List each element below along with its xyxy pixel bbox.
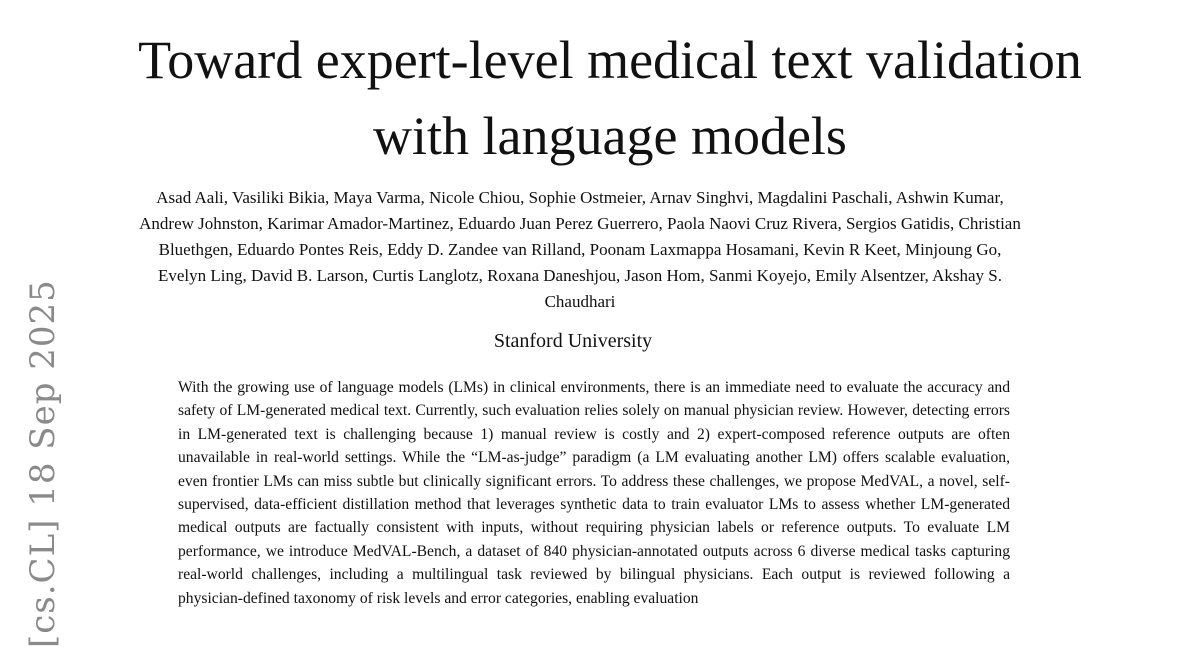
paper-title: Toward expert-level medical text validation with language models [138,30,1082,166]
arxiv-side-stamp: [cs.CL] 18 Sep 2025 [23,279,63,648]
abstract-text: With the growing use of language models (LMs) in clinical environments, there is an immediate need to evaluate the accuracy and safety of LM-generated medical text. Currently, such evaluation relies solely on manual physician review. However, detecting errors in LM-generated text is challenging because 1) manual review is costly and 2) expert-composed reference outputs are often unavailable in real-world settings. While the “LM-as-judge” paradigm (a LM evaluating another LM) offers scalable evaluation, even frontier LMs can miss subtle but clinically significant errors. To address these challenges, we propose MedVAL, a novel, self-supervised, data-efficient distillation method that leverages synthetic data to train evaluator LMs to assess whether LM-generated medical outputs are factually consistent with inputs, without requiring physician labels or reference outputs. To evaluate LM performance, we introduce MedVAL-Bench, a dataset of 840 physician-annotated outputs across 6 diverse medical tasks capturing real-world challenges, including a multilingual task reviewed by bilingual physicians. Each output is reviewed following a physician-defined taxonomy of risk levels and error categories, enabling evaluation [178,379,1010,607]
author-list: Asad Aali, Vasiliki Bikia, Maya Varma, Nicole Chiou, Sophie Ostmeier, Arnav Singhvi, Magdalini Paschali, Ashwin Kumar, Andrew Johnston, Karimar Amador-Martinez, Eduardo Juan Perez Guerrero, Paola Naovi Cruz Rivera, Sergios Gatidis, Christian Bluethgen, Eduardo Pontes Reis, Eddy D. Zandee van Rilland, Poonam Laxmappa Hosamani, Kevin R Keet, Minjoung Go, Evelyn Ling, David B. Larson, Curtis Langlotz, Roxana Daneshjou, Jason Hom, Sanmi Koyejo, Emily Alsentzer, Akshay S. Chaudhari [139,188,1021,311]
affiliation: Stanford University [493,330,653,352]
